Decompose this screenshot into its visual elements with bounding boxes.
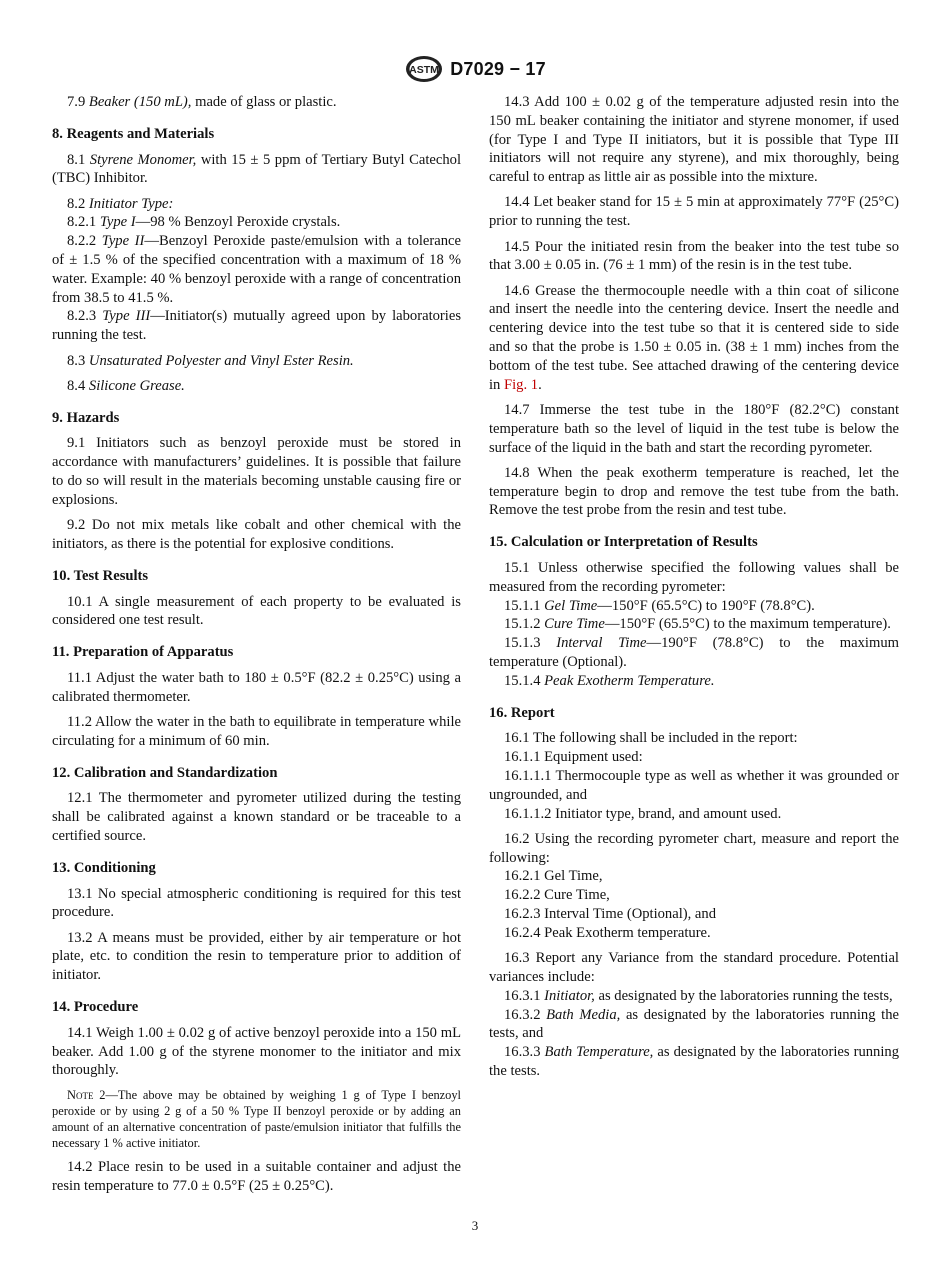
section-9-heading: 9. Hazards (52, 409, 120, 426)
section-8-4: 8.4 Silicone Grease. (67, 377, 185, 394)
section-13-1: 13.1 No special atmospheric conditioning is required for this test procedure. (52, 885, 461, 921)
section-8-heading: 8. Reagents and Materials (52, 125, 215, 142)
section-16-3-2: 16.3.2 Bath Media, as designated by the laboratories running the tests, and (489, 1006, 899, 1042)
section-9-1: 9.1 Initiators such as benzoyl peroxide must be stored in accordance with manufacturers’ guidelines. It is possible that failure to do so will result in the materials becoming unstable causing fire or explosions. (52, 435, 461, 508)
section-16-2-3: 16.2.3 Interval Time (Optional), and (504, 906, 716, 923)
section-11-heading: 11. Preparation of Apparatus (52, 644, 234, 661)
section-10-1: 10.1 A single measurement of each property to be evaluated is considered one test result. (52, 593, 461, 629)
section-13-2: 13.2 A means must be provided, either by air temperature or hot plate, etc. to condition the resin to temperature prior to addition of initiator. (52, 929, 461, 984)
section-8-2-1: 8.2.1 Type I—98 % Benzoyl Peroxide crystals. (67, 214, 341, 231)
section-14-5: 14.5 Pour the initiated resin from the beaker into the test tube so that 3.00 ± 0.05 in. (76 ± 1 mm) of the resin is in the test tube. (489, 238, 899, 274)
section-11-1: 11.1 Adjust the water bath to 180 ± 0.5°F (82.2 ± 0.25°C) using a calibrated thermometer. (52, 669, 461, 705)
section-16-2-1: 16.2.1 Gel Time, (504, 868, 603, 885)
section-15-heading: 15. Calculation or Interpretation of Results (489, 534, 758, 551)
astm-logo-icon (404, 54, 444, 84)
section-8-3: 8.3 Unsaturated Polyester and Vinyl Ester Resin. (67, 352, 354, 369)
section-15-1-1: 15.1.1 Gel Time—150°F (65.5°C) to 190°F (78.8°C). (504, 597, 815, 614)
section-16-3-1: 16.3.1 Initiator, as designated by the laboratories running the tests, (504, 987, 893, 1004)
section-8-2-2: 8.2.2 Type II—Benzoyl Peroxide paste/emulsion with a tolerance of ± 1.5 % of the specified concentration with a maximum of 18 % water. Example: 40 % benzoyl peroxide with a range of concentration from 38.5 to 41.5 %. (52, 233, 461, 306)
section-14-4: 14.4 Let beaker stand for 15 ± 5 min at approximately 77°F (25°C) prior to running the test. (489, 194, 899, 230)
section-16-2-2: 16.2.2 Cure Time, (504, 887, 610, 904)
left-column (52, 93, 461, 1202)
section-14-heading: 14. Procedure (52, 999, 139, 1016)
section-16-2-4: 16.2.4 Peak Exotherm temperature. (504, 924, 711, 941)
section-14-7: 14.7 Immerse the test tube in the 180°F (82.2°C) constant temperature bath so the level of liquid in the test tube is below the surface of the liquid in the bath and start the recording pyrometer. (489, 401, 899, 456)
section-9-2: 9.2 Do not mix metals like cobalt and other chemical with the initiators, as there is the potential for explosive conditions. (52, 517, 461, 552)
section-14-1: 14.1 Weigh 1.00 ± 0.02 g of active benzoyl peroxide into a 150 mL beaker. Add 1.00 g of the styrene monomer to the initiator and mix thoroughly. (52, 1024, 461, 1079)
note-2: Note 2—The above may be obtained by weighing 1 g of Type I benzoyl peroxide or by using 2 g of a 50 % Type II benzoyl peroxide or by adding an amount of an alternative concentration of paste/emulsion initiator that fulfills the necessary 1 % active initiator. (52, 1087, 461, 1150)
section-16-1-1: 16.1.1 Equipment used: (504, 749, 643, 766)
section-16-3: 16.3 Report any Variance from the standard procedure. Potential variances include: (489, 950, 899, 985)
section-8-2-3: 8.2.3 Type III—Initiator(s) mutually agreed upon by laboratories running the test. (52, 308, 461, 344)
section-12-1: 12.1 The thermometer and pyrometer utilized during the testing shall be calibrated against a known standard or be traceable to a certified source. (52, 790, 461, 844)
page-number: 3 (471, 1218, 479, 1233)
section-16-1-1-2: 16.1.1.2 Initiator type, brand, and amount used. (504, 805, 782, 822)
section-16-1-1-1: 16.1.1.1 Thermocouple type as well as whether it was grounded or ungrounded, and (489, 768, 899, 803)
section-13-heading: 13. Conditioning (52, 859, 156, 876)
section-7-9: 7.9 Beaker (150 mL), made of glass or plastic. (67, 94, 337, 110)
section-8-1: 8.1 Styrene Monomer, with 15 ± 5 ppm of Tertiary Butyl Catechol (TBC) Inhibitor. (52, 151, 462, 187)
page-header (0, 54, 950, 84)
section-10-heading: 10. Test Results (52, 567, 149, 584)
section-14-8: 14.8 When the peak exotherm temperature is reached, let the temperature begin to drop and remove the test tube from the bath. Remove the test probe from the resin and test tube. (489, 464, 899, 519)
section-14-6: 14.6 Grease the thermocouple needle with a thin coat of silicone and insert the needle into the centering device. Insert the needle and centering device into the test tube so that it is centered side to side and so that the probe is 1.50 ± 0.05 in. (38 ± 1 mm) inches from the bottom of the test tube. See attached drawing of the centering device in Fig. 1. (489, 282, 899, 393)
right-column (489, 93, 899, 1081)
section-14-3: 14.3 Add 100 ± 0.02 g of the temperature adjusted resin into the 150 mL beaker containing the initiator and styrene monomer, if used (for Type I and Type II initiators, but it is possible that Type III initiators will not require any styrene), and mix thoroughly, being careful to entrap as little air as possible into the mixture. (489, 94, 899, 186)
section-12-heading: 12. Calibration and Standardization (52, 764, 278, 781)
section-15-1-3: 15.1.3 Interval Time—190°F (78.8°C) to the maximum temperature (Optional). (489, 635, 899, 671)
section-8-2: 8.2 Initiator Type: (67, 195, 174, 212)
section-15-1-4: 15.1.4 Peak Exotherm Temperature. (504, 672, 715, 689)
svg-text:ASTM: ASTM (409, 64, 440, 76)
section-14-2: 14.2 Place resin to be used in a suitable container and adjust the resin temperature to 77.0 ± 0.5°F (25 ± 0.25°C). (52, 1158, 461, 1194)
section-16-3-3: 16.3.3 Bath Temperature, as designated by the laboratories running the tests. (489, 1044, 899, 1079)
fig-1-link[interactable]: Fig. 1 (504, 376, 539, 393)
section-15-1-2: 15.1.2 Cure Time—150°F (65.5°C) to the maximum temperature). (504, 616, 891, 633)
section-16-heading: 16. Report (489, 704, 555, 721)
section-16-1: 16.1 The following shall be included in the report: (504, 730, 798, 747)
document-id: D7029 − 17 (450, 58, 546, 79)
section-11-2: 11.2 Allow the water in the bath to equilibrate in temperature while circulating for a minimum of 60 min. (52, 714, 461, 749)
section-16-2: 16.2 Using the recording pyrometer chart, measure and report the following: (489, 830, 899, 866)
section-15-1: 15.1 Unless otherwise specified the following values shall be measured from the recording pyrometer: (489, 560, 899, 595)
